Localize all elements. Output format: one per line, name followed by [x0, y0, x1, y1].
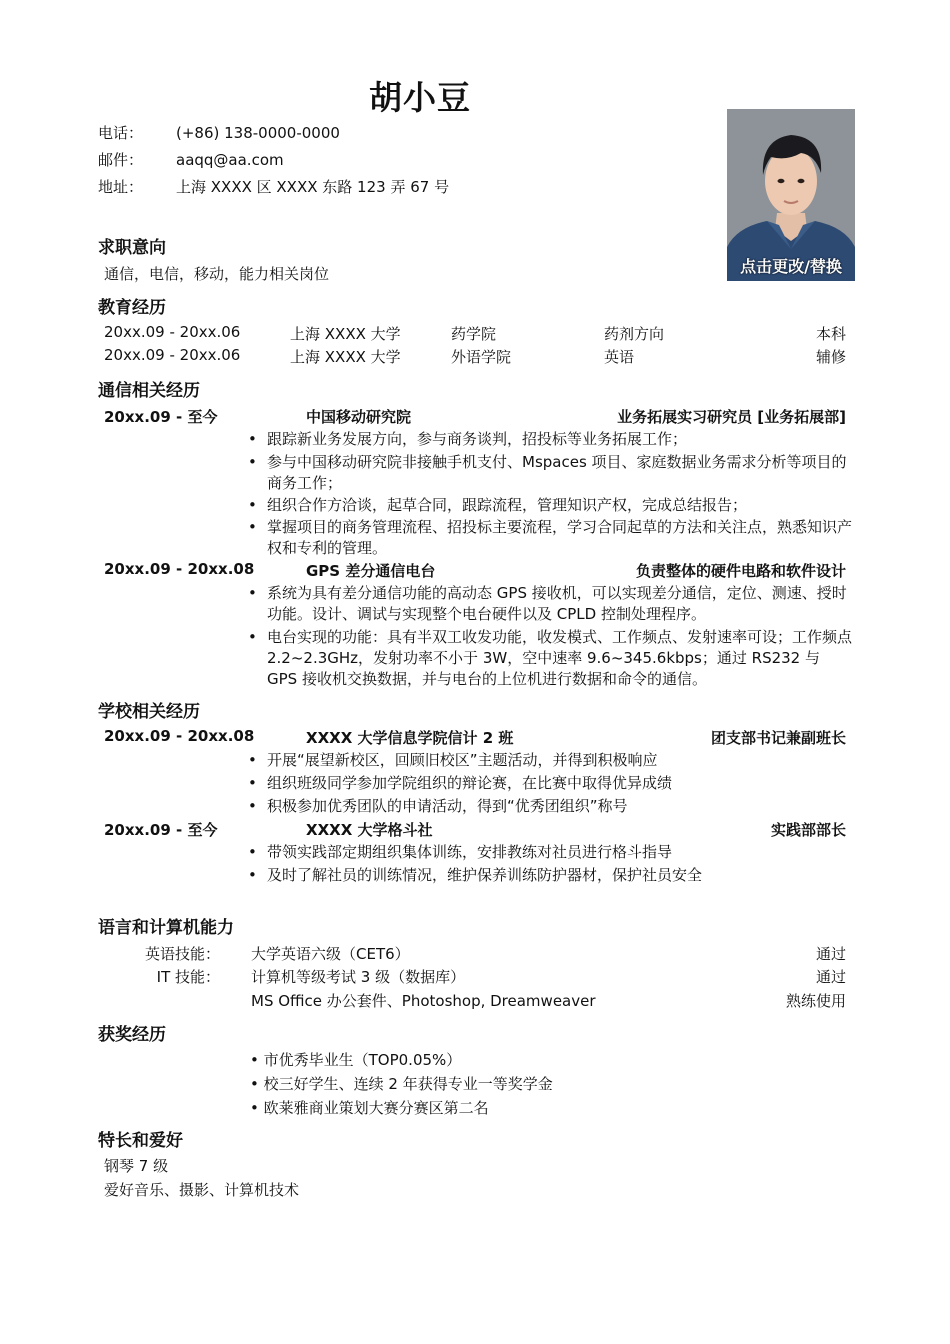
skill-level: 通过	[815, 945, 846, 963]
bullet-item	[248, 452, 853, 494]
education-heading: 教育经历	[98, 298, 166, 318]
skill-level: 熟练使用	[785, 992, 846, 1010]
edu-degree: 本科	[815, 325, 846, 343]
skill-item: 大学英语六级（CET6）	[251, 945, 410, 963]
skill-label: IT 技能：	[156, 968, 220, 986]
skill-item: 计算机等级考试 3 级（数据库）	[251, 968, 466, 986]
bullet-item	[248, 627, 853, 690]
edu-degree: 辅修	[815, 348, 846, 366]
exp-period: 20xx.09 - 20xx.08	[104, 727, 255, 745]
award-text: 市优秀毕业生（TOP0.05%）	[263, 1051, 462, 1069]
exp-role: 团支部书记兼副班长	[710, 729, 846, 747]
hobbies-heading: 特长和爱好	[98, 1131, 183, 1151]
exp-period: 20xx.09 - 至今	[104, 821, 218, 839]
bullet-item	[248, 865, 853, 886]
school-heading: 学校相关经历	[98, 702, 200, 722]
exp-role: 负责整体的硬件电路和软件设计	[635, 562, 846, 580]
address-value: 上海 XXXX 区 XXXX 东路 123 弄 67 号	[176, 178, 450, 196]
bullet-text: 及时了解社员的训练情况，维护保养训练防护器材，保护社员安全	[267, 866, 703, 884]
bullet-text: 开展“展望新校区，回顾旧校区”主题活动，并得到积极响应	[267, 751, 658, 769]
email-label: 邮件：	[98, 151, 144, 169]
bullet-dot: •	[248, 797, 257, 815]
objective-text: 通信，电信，移动，能力相关岗位	[104, 265, 330, 283]
bullet-dot: •	[248, 584, 257, 602]
exp-org: XXXX 大学格斗社	[306, 821, 433, 839]
bullet-item	[248, 495, 853, 516]
exp-org: GPS 差分通信电台	[306, 562, 436, 580]
bullet-item	[248, 750, 853, 771]
exp-org: 中国移动研究院	[306, 408, 412, 426]
bullet-item	[248, 583, 853, 625]
exp-period: 20xx.09 - 至今	[104, 408, 218, 426]
email-value[interactable]: aaqq@aa.com	[176, 151, 284, 169]
bullet-item	[248, 429, 853, 450]
telecom-heading: 通信相关经历	[98, 381, 200, 401]
bullet-dot: •	[248, 628, 257, 646]
edu-period: 20xx.09 - 20xx.06	[104, 323, 241, 341]
bullet-text: 系统为具有差分通信功能的高动态 GPS 接收机，可以实现差分通信，定位、测速、授时功能。设计、调试与实现整个电台硬件以及 CPLD 控制处理程序。	[267, 584, 847, 623]
edu-major: 药剂方向	[604, 325, 665, 343]
objective-heading: 求职意向	[98, 238, 166, 258]
contact-address	[98, 176, 449, 197]
hobby-item: 钢琴 7 级	[104, 1157, 169, 1175]
award-item: • 市优秀毕业生（TOP0.05%）	[250, 1051, 462, 1069]
bullet-text: 积极参加优秀团队的申请活动，得到“优秀团组织”称号	[267, 797, 628, 815]
bullet-text: 组织班级同学参加学院组织的辩论赛，在比赛中取得优异成绩	[267, 774, 673, 792]
bullet-item	[248, 773, 853, 794]
edu-college: 外语学院	[451, 348, 512, 366]
award-item: • 校三好学生、连续 2 年获得专业一等奖学金	[250, 1075, 553, 1093]
edu-major: 英语	[604, 348, 635, 366]
hobby-item: 爱好音乐、摄影、计算机技术	[104, 1181, 300, 1199]
bullet-item	[248, 796, 853, 817]
exp-period: 20xx.09 - 20xx.08	[104, 560, 255, 578]
bullet-dot: •	[248, 518, 257, 536]
address-label: 地址：	[98, 178, 144, 196]
skill-level: 通过	[815, 968, 846, 986]
bullet-dot: •	[248, 453, 257, 471]
bullet-text: 组织合作方洽谈，起草合同，跟踪流程，管理知识产权，完成总结报告；	[267, 496, 748, 514]
edu-school: 上海 XXXX 大学	[290, 348, 401, 366]
bullet-dot: •	[248, 843, 257, 861]
award-item: • 欧莱雅商业策划大赛分赛区第二名	[250, 1099, 489, 1117]
exp-role: 实践部部长	[770, 821, 846, 839]
change-photo-caption[interactable]: 点击更改/替换	[740, 257, 842, 276]
awards-heading: 获奖经历	[98, 1025, 166, 1045]
edu-school: 上海 XXXX 大学	[290, 325, 401, 343]
edu-college: 药学院	[451, 325, 497, 343]
skill-label: 英语技能：	[144, 945, 220, 963]
bullet-dot: •	[248, 496, 257, 514]
award-text: 校三好学生、连续 2 年获得专业一等奖学金	[263, 1075, 553, 1093]
phone-value: (+86) 138-0000-0000	[176, 124, 340, 142]
bullet-text: 掌握项目的商务管理流程、招投标主要流程，学习合同起草的方法和关注点，熟悉知识产权和专利的管理。	[267, 518, 853, 557]
bullet-dot: •	[248, 866, 257, 884]
candidate-name: 胡小豆	[369, 78, 471, 117]
phone-label: 电话：	[98, 124, 144, 142]
bullet-item	[248, 517, 853, 559]
bullet-text: 带领实践部定期组织集体训练，安排教练对社员进行格斗指导	[267, 843, 673, 861]
contact-phone	[98, 122, 340, 143]
exp-org: XXXX 大学信息学院信计 2 班	[306, 729, 514, 747]
skills-heading: 语言和计算机能力	[98, 918, 234, 938]
exp-role: 业务拓展实习研究员 [业务拓展部]	[617, 408, 846, 426]
bullet-text: 参与中国移动研究院非接触手机支付、Mspaces 项目、家庭数据业务需求分析等项目的商务工作；	[267, 453, 847, 492]
bullet-dot: •	[248, 430, 257, 448]
bullet-dot: •	[248, 751, 257, 769]
bullet-text: 电台实现的功能：具有半双工收发功能，收发模式、工作频点、发射速率可设；工作频点 2.2~2.3GHz，发射功率不小于 3W，空中速率 9.6~345.6kbps；通过 RS232 与 GPS 接收机交换数据，并与电台的上位机进行数据和命令的通信。	[267, 628, 853, 688]
profile-photo[interactable]	[727, 109, 855, 281]
bullet-text: 跟踪新业务发展方向，参与商务谈判，招投标等业务拓展工作；	[267, 430, 688, 448]
edu-period: 20xx.09 - 20xx.06	[104, 346, 241, 364]
bullet-dot: •	[248, 774, 257, 792]
bullet-item	[248, 842, 853, 863]
contact-email	[98, 149, 284, 170]
award-text: 欧莱雅商业策划大赛分赛区第二名	[263, 1099, 489, 1117]
skill-item: MS Office 办公套件、Photoshop, Dreamweaver	[251, 992, 596, 1010]
